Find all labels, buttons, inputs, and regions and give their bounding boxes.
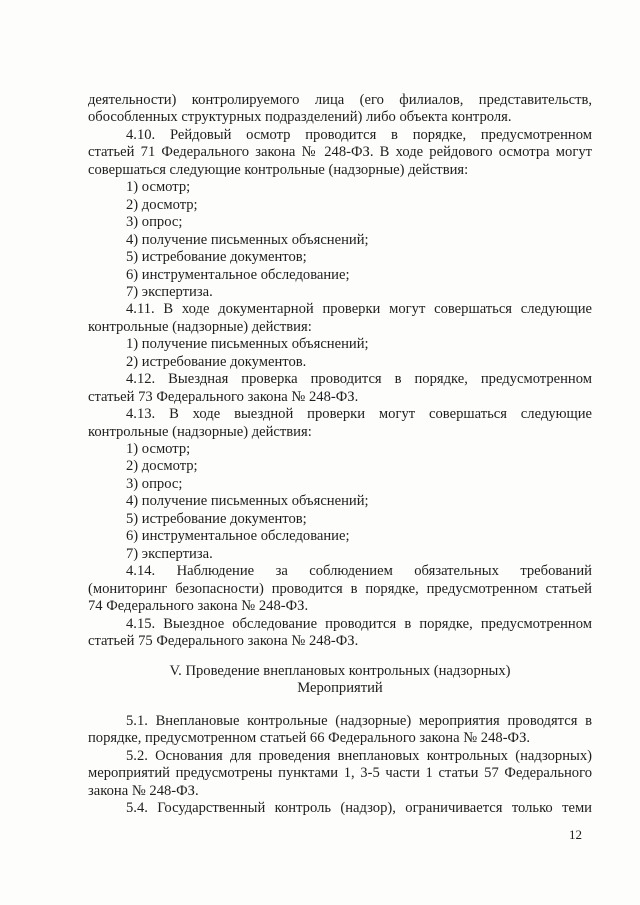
text-line: 5.1. Внеплановые контрольные (надзорные) мероприятия проводятся в: [126, 713, 592, 729]
text-line: деятельности) контролируемого лица (его филиалов, представительств,: [88, 92, 592, 108]
text-line: 2) досмотр;: [126, 196, 198, 213]
text-line: 5) истребование документов;: [126, 249, 307, 266]
text-line: 3) опрос;: [126, 214, 183, 231]
text-line: контрольные (надзорные) действия:: [88, 423, 312, 440]
text-line: порядке, предусмотренном статьей 66 Федерального закона № 248-ФЗ.: [88, 730, 531, 747]
text-line: 5.4. Государственный контроль (надзор), ограничивается только теми: [126, 800, 592, 817]
text-line: 4.10. Рейдовый осмотр проводится в порядке, предусмотренном: [126, 126, 592, 143]
text-line: статьей 71 Федерального закона № 248-ФЗ. В ходе рейдового осмотра могут: [88, 144, 592, 161]
text-line: 5) истребование документов;: [126, 510, 307, 527]
text-line: 1) осмотр;: [126, 179, 191, 196]
text-line: 2) истребование документов.: [126, 353, 307, 370]
page-number: 12: [569, 827, 582, 842]
text-line: 5.2. Основания для проведения внеплановых контрольных (надзорных): [126, 747, 592, 764]
text-line: 4.14. Наблюдение за соблюдением обязательных требований: [126, 563, 592, 580]
section-heading-line-2: Мероприятий: [297, 680, 383, 696]
text-line: мероприятий предусмотрены пунктами 1, 3-5 части 1 статьи 57 Федерального: [88, 765, 592, 782]
text-line: 4) получение письменных объяснений;: [126, 493, 369, 510]
text-line: 6) инструментальное обследование;: [126, 266, 350, 283]
section-heading-line-1: V. Проведение внеплановых контрольных (надзорных): [169, 663, 511, 679]
text-line: статьей 73 Федерального закона № 248-ФЗ.: [88, 388, 359, 405]
text-line: 74 Федерального закона № 248-ФЗ.: [88, 598, 309, 615]
text-line: закона № 248-ФЗ.: [88, 782, 199, 799]
text-line: 4) получение письменных объяснений;: [126, 231, 369, 248]
text-line: 4.15. Выездное обследование проводится в порядке, предусмотренном: [126, 615, 592, 632]
text-line: совершаться следующие контрольные (надзорные) действия:: [88, 161, 469, 178]
text-line: 7) экспертиза.: [126, 283, 213, 300]
text-line: 7) экспертиза.: [126, 545, 213, 562]
text-line: 4.12. Выездная проверка проводится в порядке, предусмотренном: [126, 371, 592, 388]
text-line: контрольные (надзорные) действия:: [88, 318, 312, 335]
text-line: 4.11. В ходе документарной проверки могут совершаться следующие: [126, 301, 592, 318]
text-line: 6) инструментальное обследование;: [126, 528, 350, 545]
text-line: (мониторинг безопасности) проводится в порядке, предусмотренном статьей: [88, 580, 592, 597]
text-line: обособленных структурных подразделений) либо объекта контроля.: [88, 109, 512, 126]
text-line: статьей 75 Федерального закона № 248-ФЗ.: [88, 632, 359, 649]
text-line: 1) осмотр;: [126, 441, 191, 457]
text-line: 2) досмотр;: [126, 458, 198, 475]
text-line: 1) получение письменных объяснений;: [126, 336, 369, 353]
text-line: 4.13. В ходе выездной проверки могут совершаться следующие: [126, 406, 592, 423]
text-line: 3) опрос;: [126, 475, 183, 492]
